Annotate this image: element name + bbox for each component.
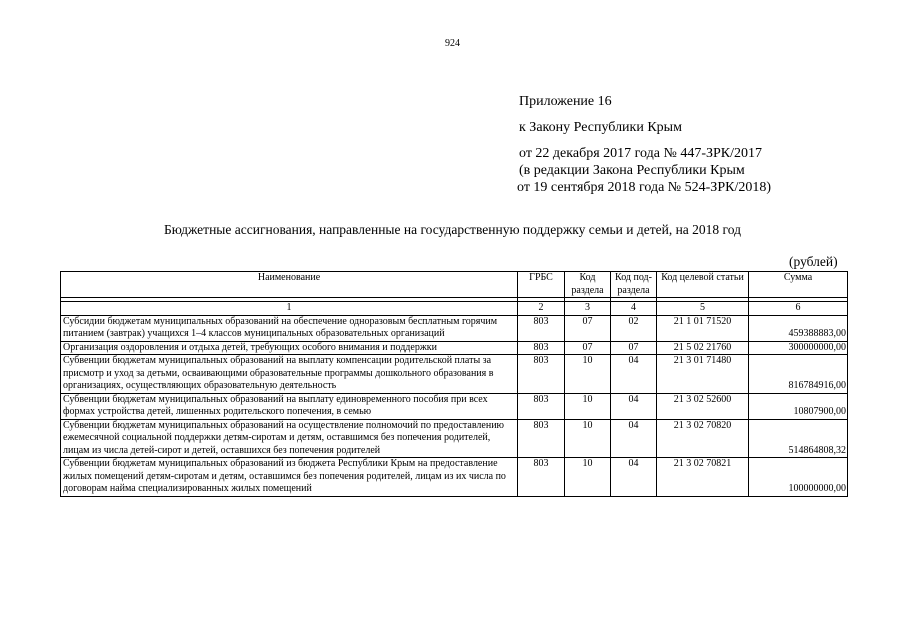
row-grbs: 803 bbox=[518, 458, 565, 497]
row-section: 10 bbox=[565, 393, 611, 419]
row-section: 10 bbox=[565, 355, 611, 394]
row-name: Субсидии бюджетам муниципальных образований на обеспечение одноразовым бесплатным горячим питанием (завтрак) учащихся 1–4 классов муниципальных образовательных организаций bbox=[61, 315, 518, 341]
budget-table bbox=[60, 271, 848, 497]
row-section: 10 bbox=[565, 419, 611, 458]
row-subsection: 04 bbox=[611, 355, 657, 394]
column-number: 2 bbox=[518, 302, 565, 316]
row-subsection: 02 bbox=[611, 315, 657, 341]
row-amount: 10807900,00 bbox=[749, 393, 848, 419]
units-label: (рублей) bbox=[789, 254, 838, 269]
row-target: 21 5 02 21760 bbox=[657, 341, 749, 355]
row-amount: 100000000,00 bbox=[749, 458, 848, 497]
row-name: Субвенции бюджетам муниципальных образований на выплату компенсации родительской платы за присмотр и уход за детьми, осваивающими образовательные программы дошкольного образования в организациях, осуществляющих образовательную деятельность bbox=[61, 355, 518, 394]
table-row bbox=[61, 393, 848, 419]
row-name: Субвенции бюджетам муниципальных образований из бюджета Республики Крым на предоставление жилых помещений детям-сиротам и детям, оставшимся без попечения родителей, лицам из их числа по договорам найма специализированных жилых помещений bbox=[61, 458, 518, 497]
row-section: 07 bbox=[565, 315, 611, 341]
header-amount: Сумма bbox=[749, 272, 848, 298]
table-row bbox=[61, 458, 848, 497]
document-title: Бюджетные ассигнования, направленные на государственную поддержку семьи и детей, на 2018 год bbox=[164, 222, 741, 237]
row-target: 21 3 02 70821 bbox=[657, 458, 749, 497]
row-subsection: 07 bbox=[611, 341, 657, 355]
row-amount: 300000000,00 bbox=[749, 341, 848, 355]
column-number: 5 bbox=[657, 302, 749, 316]
column-number: 1 bbox=[61, 302, 518, 316]
row-amount: 816784916,00 bbox=[749, 355, 848, 394]
row-name: Субвенции бюджетам муниципальных образований на осуществление полномочий по предоставлению ежемесячной социальной поддержки детям-сиротам и детям, оставшимся без попечения родителей, лицам из числа детей-сирот и детей, оставшихся без попечения родителей bbox=[61, 419, 518, 458]
header-target: Код целевой статьи bbox=[657, 272, 749, 298]
header-section: Код раздела bbox=[565, 272, 611, 298]
row-subsection: 04 bbox=[611, 393, 657, 419]
row-grbs: 803 bbox=[518, 341, 565, 355]
row-grbs: 803 bbox=[518, 393, 565, 419]
header-grbs: ГРБС bbox=[518, 272, 565, 298]
appendix-number: Приложение 16 bbox=[519, 94, 612, 109]
column-number: 6 bbox=[749, 302, 848, 316]
table-row bbox=[61, 419, 848, 458]
row-grbs: 803 bbox=[518, 355, 565, 394]
column-number: 3 bbox=[565, 302, 611, 316]
table-row bbox=[61, 341, 848, 355]
column-number: 4 bbox=[611, 302, 657, 316]
row-name: Организация оздоровления и отдыха детей, требующих особого внимания и поддержки bbox=[61, 341, 518, 355]
header-name: Наименование bbox=[61, 272, 518, 298]
page-number: 924 bbox=[445, 38, 460, 49]
header-subsection: Код под- раздела bbox=[611, 272, 657, 298]
table-row bbox=[61, 355, 848, 394]
row-section: 10 bbox=[565, 458, 611, 497]
row-target: 21 3 02 70820 bbox=[657, 419, 749, 458]
row-target: 21 3 02 52600 bbox=[657, 393, 749, 419]
row-section: 07 bbox=[565, 341, 611, 355]
row-amount: 514864808,32 bbox=[749, 419, 848, 458]
row-target: 21 1 01 71520 bbox=[657, 315, 749, 341]
appendix-law-date: от 22 декабря 2017 года № 447-ЗРК/2017 bbox=[519, 146, 763, 161]
row-subsection: 04 bbox=[611, 458, 657, 497]
row-grbs: 803 bbox=[518, 315, 565, 341]
appendix-law: к Закону Республики Крым bbox=[519, 120, 682, 135]
appendix-revision-date: от 19 сентября 2018 года № 524-ЗРК/2018) bbox=[517, 180, 771, 195]
table-row bbox=[61, 315, 848, 341]
row-grbs: 803 bbox=[518, 419, 565, 458]
row-amount: 459388883,00 bbox=[749, 315, 848, 341]
row-name: Субвенции бюджетам муниципальных образований на выплату единовременного пособия при всех формах устройства детей, лишенных родительского попечения, в семью bbox=[61, 393, 518, 419]
row-target: 21 3 01 71480 bbox=[657, 355, 749, 394]
row-subsection: 04 bbox=[611, 419, 657, 458]
appendix-revision: (в редакции Закона Республики Крым bbox=[519, 163, 745, 178]
